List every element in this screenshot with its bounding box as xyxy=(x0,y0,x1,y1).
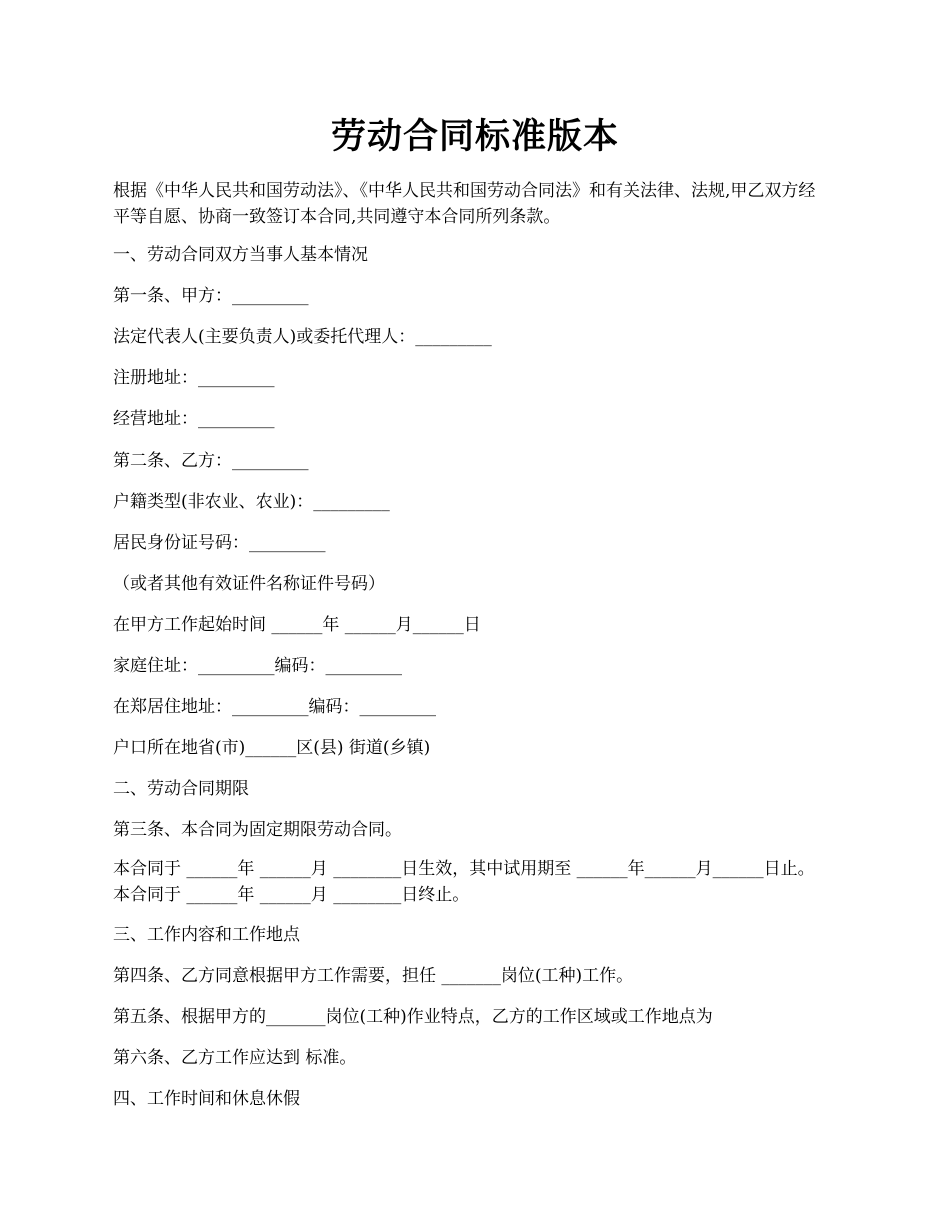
clause-party-b: 第二条、乙方：_________ xyxy=(113,451,309,471)
clause-six: 第六条、乙方工作应达到 标准。 xyxy=(113,1048,357,1068)
clause-three: 第三条、本合同为固定期限劳动合同。 xyxy=(113,820,402,840)
field-id-number: 居民身份证号码：_________ xyxy=(113,533,326,553)
field-start-date: 在甲方工作起始时间 ______年 ______月______日 xyxy=(113,615,481,635)
section-heading-term: 二、劳动合同期限 xyxy=(113,779,249,799)
preamble-paragraph: 根据《中华人民共和国劳动法》、《中华人民共和国劳动合同法》和有关法律、法规,甲乙双方经平等自愿、协商一致签订本合同,共同遵守本合同所列条款。 xyxy=(113,181,816,227)
clause-four: 第四条、乙方同意根据甲方工作需要，担任 _______岗位(工种)工作。 xyxy=(113,966,634,986)
section-heading-work-content: 三、工作内容和工作地点 xyxy=(113,925,300,945)
clause-five: 第五条、根据甲方的_______岗位(工种)作业特点，乙方的工作区域或工作地点为 xyxy=(113,1007,713,1027)
field-household-type: 户籍类型(非农业、农业)：_________ xyxy=(113,492,390,512)
field-registered-address: 注册地址：_________ xyxy=(113,368,275,388)
section-heading-parties: 一、劳动合同双方当事人基本情况 xyxy=(113,245,368,265)
clause-term-dates: 本合同于 ______年 ______月 ________日生效，其中试用期至 ______年______月______日止。本合同于 ______年 ______月 ________日终止。 xyxy=(113,859,815,905)
note-other-documents: （或者其他有效证件名称证件号码） xyxy=(113,574,385,594)
clause-party-a: 第一条、甲方：_________ xyxy=(113,286,309,306)
field-residence-address: 在郑居住地址：_________编码：_________ xyxy=(113,697,436,717)
field-legal-representative: 法定代表人(主要负责人)或委托代理人：_________ xyxy=(113,327,492,347)
section-heading-working-hours: 四、工作时间和休息休假 xyxy=(113,1089,300,1109)
field-business-address: 经营地址：_________ xyxy=(113,409,275,429)
field-home-address: 家庭住址：_________编码：_________ xyxy=(113,656,402,676)
document-title: 劳动合同标准版本 xyxy=(330,117,619,157)
field-hukou-location: 户口所在地省(市)______区(县) 街道(乡镇) xyxy=(113,738,431,758)
